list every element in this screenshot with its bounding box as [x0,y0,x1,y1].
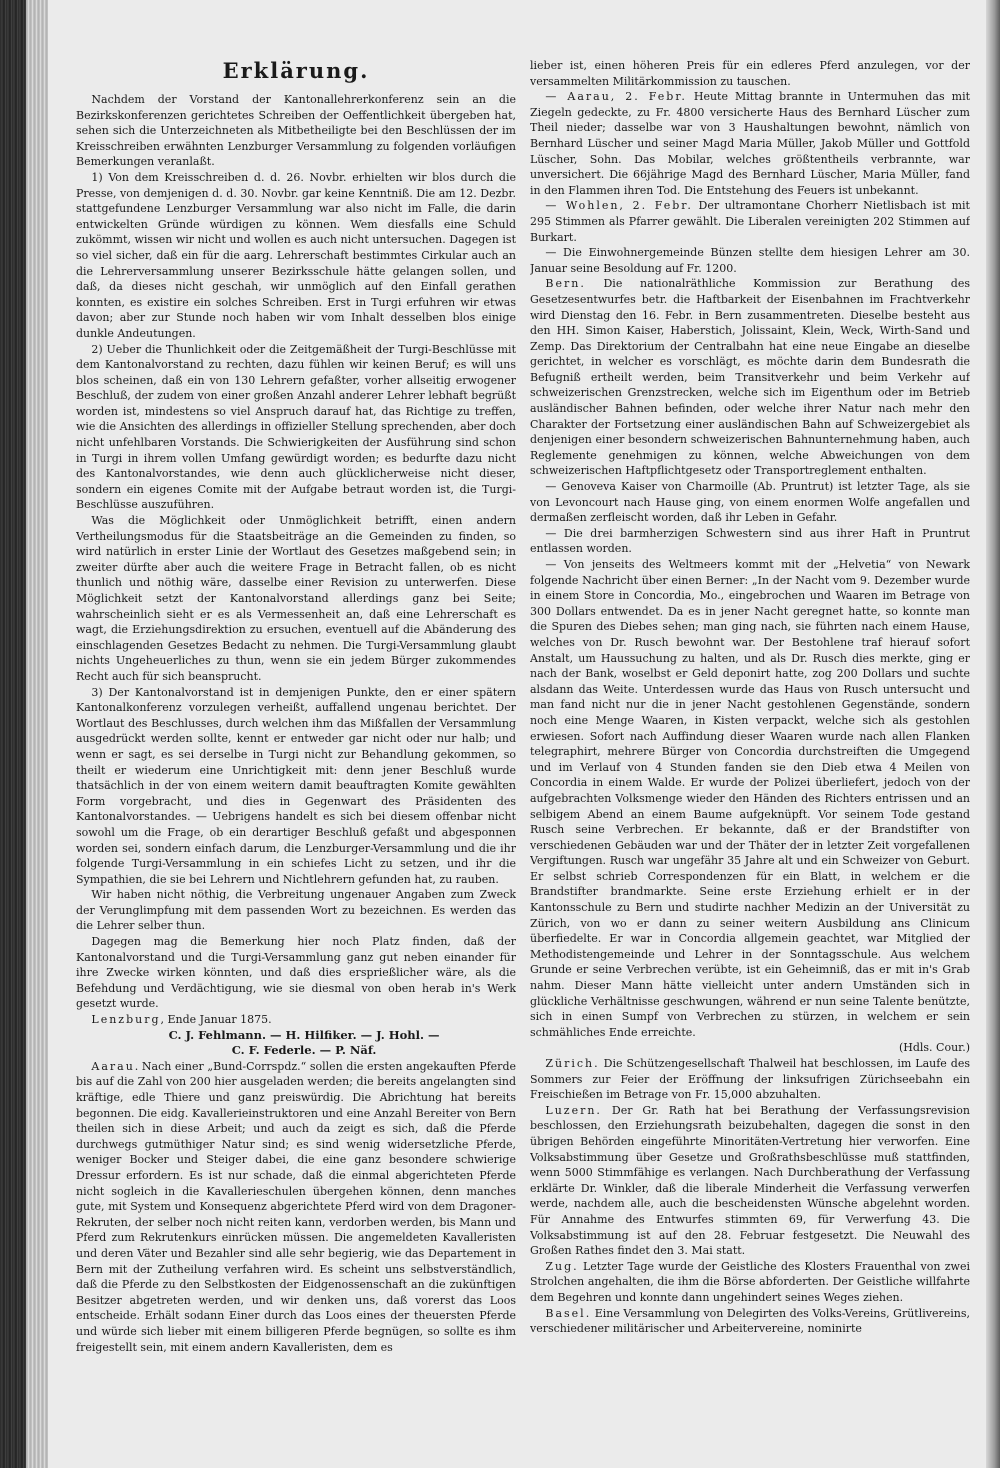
news-place: — Aarau, 2. Febr. [545,90,687,104]
news-place: Basel. [545,1306,592,1320]
news-text: Heute Mittag brannte in Untermuhen das mit Ziegeln gedeckte, zu Fr. 4800 versicherte Haus des Bernhard Lüscher zum Theil nieder; dasselbe war von 3 Haushaltungen bewohnt, nämlich von Bernhard Lüscher und seiner Magd Maria Müller, Jakob Müller und Gottfold Lüscher, Sohn. Das Mobilar, welches größtentheils verbrannte, war unversichert. Die 66jährige Magd des Bernhard Lüscher, Maria Müller, fand in den Flammen ihren Tod. Die Entstehung des Feuers ist unbekannt. [530,90,970,197]
news-item-charmoille [530,479,970,526]
news-place: Zürich. [545,1057,600,1070]
news-item-luzern [530,1103,970,1259]
article-paragraph: Dagegen mag die Bemerkung hier noch Platz finden, daß der Kantonalvorstand und die Turgi-Versammlung ganz gut neben einander für ihre Zwecke wirken könnten, und daß dies ersprießlicher wäre, als die Befehdung und Verdächtigung, wie sie diesmal von oben herab in's Werk gesetzt wurde. [76,935,516,1011]
news-item-basel [530,1306,970,1337]
book-binding [0,0,26,1468]
signatures-line-1: C. J. Fehlmann. — H. Hilfiker. — J. Hohl. — [168,1027,440,1042]
news-place: — Die drei barmherzigen Schwestern [545,526,772,540]
dateline-date: , Ende Januar 1875. [160,1013,272,1027]
news-place: — Genoveva Kaiser von Charmoille [545,480,749,494]
article-paragraph: Wir haben nicht nöthig, die Verbreitung ungenauer Angaben zum Zweck der Verunglimpfung mit dem passenden Wort zu bezeichnen. Es werden das die Lehrer selber thun. [76,888,516,933]
news-item-newark [530,557,970,1040]
news-text: stellte dem hiesigen Lehrer am 30. Januar seine Besoldung auf Fr. 1200. [530,246,970,275]
news-text: Eine Versammlung von Delegirten des Volks-Vereins, Grütlivereins, verschiedener militärischer und Arbeitervereine, nominirte [530,1306,970,1336]
news-item-zug [530,1259,970,1306]
news-item-continuation [530,58,970,89]
news-place: Bern. [545,277,586,291]
columns [76,58,972,1458]
news-item-sisters [530,526,970,557]
dateline-place: Lenzburg [91,1013,161,1027]
news-place: — Wohlen, 2. Febr. [545,199,693,213]
news-text: kommt mit der „Helvetia“ von Newark folgende Nachricht über einen Berner: „In der Nacht vom 9. Dezember wurde in einem Store in Concordia, Mo., eingebrochen und Waaren im Betrage von 300 Dollars entwendet. Da es in jener Nacht geregnet hatte, so konnte man die Spuren des Diebes sehen; man ging nach, sie führten nach einem Hause, welches von Dr. Rusch bewohnt war. Der Bestohlene traf hierauf sofort Anstalt, um Haussuchung zu halten, und als Dr. Rusch dies merkte, ging er nach der Bank, woselbst er Geld deponirt hatte, zog 200 Dollars und suchte alsdann das Weite. Unterdessen wurde das Haus von Rusch untersucht und man fand nicht nur die in jener Nacht gestohlenen Gegenstände, sondern noch eine Menge Waaren, in Kisten verpackt, welche sich als gestohlen erwiesen. Sofort nach Auffindung dieser Waaren wurde nach allen Flanken telegraphirt, mehrere Bürger von Concordia durchstreiften die Umgegend und im Verlauf von 4 Stunden fanden sie den Dieb etwa 4 Meilen von Concordia in einem Walde. Er wurde der Polizei überliefert, jedoch von der aufgebrachten Volksmenge wieder den Händen des Richters entrissen und an selbigem Abend an einem Baume aufgeknüpft. Vor seinem Tode gestand Rusch seine Verbrechen. Er bekannte, daß er der Brandstifter von verschiedenen Gebäuden war und der Thäter der in letzter Zeit vorgefallenen Vergiftungen. Rusch war ungefähr 35 Jahre alt und ein Schweizer von Geburt. Er selbst schrieb Correspondenzen für ein Blatt, in welchem er die Brandstifter brandmarkte. Seine erste Erziehung erhielt er in der Kantonsschule zu Bern und studirte nachher Medizin an der Universität zu Zürich, von wo er dann zu seiner weitern Ausbildung ans Clinicum überfiedelte. Er war in Concordia allgemein geachtet, war Mitglied der Methodistengemeinde und Lehrer in der Sonntagsschule. Aus welchem Grunde er seine Verbrechen verübte, ist ein Geheimniß, das er mit in's Grab nahm. Dieser Mann hätte vielleicht unter andern Umständen sich in glückliche Verhältnisse geschwungen, während er nun seine Talente benützte, sich in einen Sumpf von Verbrechen zu stürzen, in welchem er sein schmähliches Ende erreichte. [530,558,970,1039]
article-title: Erklärung. [222,58,370,83]
article-paragraph: Nachdem der Vorstand der Kantonallehrerkonferenz sein an die Bezirkskonferenzen gerichtetes Schreiben der Oeffentlichkeit übergeben hat, sehen sich die Unterzeichneten als Mitbetheiligte bei den Beschlüssen der im Kreisschreiben erwähnten Lenzburger Versammlung zu folgenden vorläufigen Bemerkungen veranlaßt. [76,93,516,169]
news-text: Der ultramontane Chorherr Nietlisbach ist mit 295 Stimmen als Pfarrer gewählt. Die Liberalen vereinigten 202 Stimmen auf Burkart. [530,199,970,244]
signatures-line-2: C. F. Federle. — P. Näf. [231,1043,377,1058]
article-paragraph: Was die Möglichkeit oder Unmöglichkeit betrifft, einen andern Vertheilungsmodus für die Staatsbeiträge an die Gemeinden zu finden, so wird natürlich in erster Linie der Wortlaut des Gesetzes maßgebend sein; in zweiter dürfte aber auch die weitere Frage in Betracht fallen, ob es nicht thunlich und nöthig wäre, dasselbe einer Revision zu unterwerfen. Diese Möglichkeit setzt der Kantonalvorstand allerdings ganz bei Seite; wahrscheinlich sieht er es als Vermessenheit an, daß eine Lehrerschaft es wagt, die Erziehungsdirektion zu ersuchen, eventuell auf die Abänderung des einschlagenden Gesetzes Bedacht zu nehmen. Die Turgi-Versammlung glaubt nichts Ungeheuerliches zu thun, wenn sie ein jedem Bürger zukommendes Recht auch für sich beansprucht. [76,514,516,683]
news-text: . Nach einer „Bund-Corrspdz.“ sollen die ersten angekauften Pferde bis auf die Zahl von 200 hier ausgeladen werden; die bereits angelangten sind kräftige, edle Thiere und ganz preiswürdig. Die Abrichtung hat bereits begonnen. Die eidg. Kavallerieinstruktoren und eine Anzahl Bereiter von Bern theilen sich in diese Arbeit; und auch da zeigt es sich, daß die Pferde durchwegs gutmüthiger Natur sind; es sind wenig widersetzliche Pferde, weniger Bocker und Steiger dabei, die eine ganz besondere schwierige Dressur erfordern. Es ist nur schade, daß die einmal abgerichteten Pferde nicht sogleich in die Kavallerieschulen übergehen können, denn manches gute, mit System und Konsequenz abgerichtete Pferd wird von dem Dragoner-Rekruten, der selber noch nicht reiten kann, verdorben werden, bis Mann und Pferd zum Rekrutenkurs einrücken müssen. Die angemeldeten Kavalleristen und deren Väter und Bezahler sind alle sehr begierig, wie das Departement in Bern mit der Zutheilung verfahren wird. Es scheint uns selbstverständlich, daß die Pferde zu den Selbstkosten der Eidgenossenschaft an die zukünftigen Besitzer abgetreten werden, und wir denken uns, daß vorerst das Loos entscheide. Erhält sodann Einer durch das Loos eines der theuersten Pferde und würde sich lieber mit einem billigeren Pferde begnügen, so sollte es ihm freigestellt sein, mit einem andern Kavalleristen, dem es [76,1059,516,1354]
article-paragraph: 1) Von dem Kreisschreiben d. d. 26. Novbr. erhielten wir blos durch die Presse, von demjenigen d. d. 30. Novbr. gar keine Kenntniß. Die am 12. Dezbr. stattgefundene Lenzburger Versammlung war also nicht im Falle, die darin entwickelten Gründe würdigen zu können. Wem diesfalls eine Schuld zukömmt, wissen wir nicht und wollen es auch nicht untersuchen. Dagegen ist so viel sicher, daß ein für die aarg. Lehrerschaft bestimmtes Cirkular auch an die Lehrerversammlung unserer Bezirksschule hätte gelangen sollen, und daß, da dieses nicht geschah, wir unmöglich auf den Einfall gerathen konnten, es existire ein solches Schreiben. Erst in Turgi erfuhren wir etwas davon; aber zur Stunde noch haben wir vom Inhalt desselben blos einige dunkle Andeutungen. [76,170,516,340]
news-place: Aarau [91,1059,135,1073]
news-text: Die nationalräthliche Kommission zur Berathung des Gesetzesentwurfes betr. die Haftbarkeit der Eisenbahnen im Frachtverkehr wird Dienstag den 16. Febr. in Bern zusammentreten. Dieselbe besteht aus den HH. Simon Kaiser, Haberstich, Jolissaint, Klein, Weck, Wirth-Sand und Zemp. Das Direktorium der Centralbahn hat eine neue Eingabe an dieselbe gerichtet, in welcher es vorschlägt, es möchte darin dem Bundesrath die Befugniß ertheilt werden, beim Transitverkehr und beim Verkehr auf schweizerischen Grenzstrecken, welche sich im Eigenthum oder im Betrieb ausländischer Bahnen befinden, oder welche ihrer Natur nach mehr den Charakter der Fortsetzung einer ausländischen Bahn auf Schweizergebiet als denjenigen einer besondern schweizerischen Bahnunternehmung haben, auch Reglemente genehmigen zu können, welche Abweichungen von dem schweizerischen Haftpflichtgesetz oder Transportreglement enthalten. [530,277,970,478]
news-text: lieber ist, einen höheren Preis für ein edleres Pferd anzulegen, vor der versammelten Militärkommission zu tauschen. [530,59,970,88]
news-text: Der Gr. Rath hat bei Berathung der Verfassungsrevision beschlossen, den Erziehungsrath beizubehalten, dagegen die sonst in den übrigen Behörden eingeführte Minoritäten-Vertretung hier verworfen. Eine Volksabstimmung über Gesetze und Großrathsbeschlüsse muß stattfinden, wenn 5000 Stimmfähige es verlangen. Nach Durchberathung der Verfassung erklärte Dr. Winkler, daß die liberale Minderheit die Verfassung verwerfen werde, nachdem alle, auch die bescheidensten Wünsche abgelehnt worden. Für Annahme des Entwurfes stimmten 69, für Verwerfung 43. Die Volksabstimmung ist auf den 28. Februar festgesetzt. Die Neuwahl des Großen Rathes findet den 3. Mai statt. [530,1103,970,1258]
news-text: Die Schützengesellschaft Thalweil hat beschlossen, im Laufe des Sommers zur Feier der Eröffnung der linksufrigen Zürichseebahn ein Freischießen im Betrage von Fr. 15,000 abzuhalten. [530,1057,970,1102]
news-place: — Von jenseits des Weltmeers [545,558,728,571]
page-edges [26,0,48,1468]
news-item-bern [530,276,970,479]
news-text: Letzter Tage wurde der Geistliche des Klosters Frauenthal von zwei Strolchen angehalten, die ihm die Börse abforderten. Der Geistliche willfahrte dem Begehren und konnte dann ungehindert seines Weges ziehen. [530,1259,970,1304]
news-place: Luzern. [545,1103,602,1117]
news-text: sind aus ihrer Haft in Pruntrut entlassen worden. [530,526,970,556]
news-item-wohlen [530,198,970,245]
news-text: (Ab. Pruntrut) ist letzter Tage, als sie von Levoncourt nach Hause ging, von einem enormen Wolfe angefallen und dermaßen zerfleischt worden, daß ihr Leben in Gefahr. [530,480,970,525]
dateline [76,1012,516,1028]
article-paragraph: 3) Der Kantonalvorstand ist in demjenigen Punkte, den er einer spätern Kantonalkonferenz vorzulegen verheißt, auffallend ungenau berichtet. Der Wortlaut des Beschlusses, durch welchen ihm das Mißfallen der Versammlung ausgedrückt werden sollte, kennt er entweder gar nicht oder nur halb; und wenn er sagt, es sei derselbe in Turgi nicht zur Behandlung gekommen, so theilt er wiederum eine Unrichtigkeit mit: denn jener Beschluß wurde thatsächlich in der von einem weitern damit beauftragten Komite gewählten Form vorgebracht, und dies in Gegenwart des Präsidenten des Kantonalvorstandes. — Uebrigens handelt es sich bei diesem offenbar nicht sowohl um die Frage, ob ein derartiger Beschluß gefaßt und abgesponnen worden sei, sondern einfach darum, die Lenzburger-Versammlung und die ihr folgende Turgi-Versammlung in ein schiefes Licht zu setzen, und ihr die Sympathien, die sie bei Lehrern und Nichtlehrern gefunden hat, zu rauben. [76,685,516,886]
article-paragraph: 2) Ueber die Thunlichkeit oder die Zeitgemäßheit der Turgi-Beschlüsse mit dem Kantonalvorstand zu rechten, dazu fühlen wir keinen Beruf; es will uns blos scheinen, daß ein von 130 Lehrern gefaßter, vorher allseitig erwogener Beschluß, der zudem von einer großen Anzahl anderer Lehrer lebhaft begrüßt worden ist, mindestens so viel Anspruch darauf hat, das Richtige zu treffen, wie die Ansichten des allerdings in offizieller Stellung sprechenden, aber doch nicht unfehlbaren Vorstands. Die Schwierigkeiten der Ausführung sind schon in Turgi in ihrem vollen Umfang gewürdigt worden; es bedurfte dazu nicht des Kantonalvorstandes, wie denn auch glücklicherweise nicht dieser, sondern ein eigenes Comite mit der Aufgabe betraut worden ist, die Turgi-Beschlüsse auszuführen. [76,342,516,512]
news-source: (Hdls. Cour.) [898,1041,970,1055]
page-right-edge [986,0,1000,1468]
news-item-zuerich [530,1056,970,1103]
left-column [76,58,516,1458]
news-item-aarau [76,1059,516,1355]
news-item-buenzen [530,245,970,276]
right-column [530,58,970,1458]
news-item-aarau-fire [530,89,970,198]
news-place: Zug. [545,1259,579,1273]
newspaper-page [48,0,986,1468]
news-place: — Die Einwohnergemeinde Bünzen [545,246,753,260]
